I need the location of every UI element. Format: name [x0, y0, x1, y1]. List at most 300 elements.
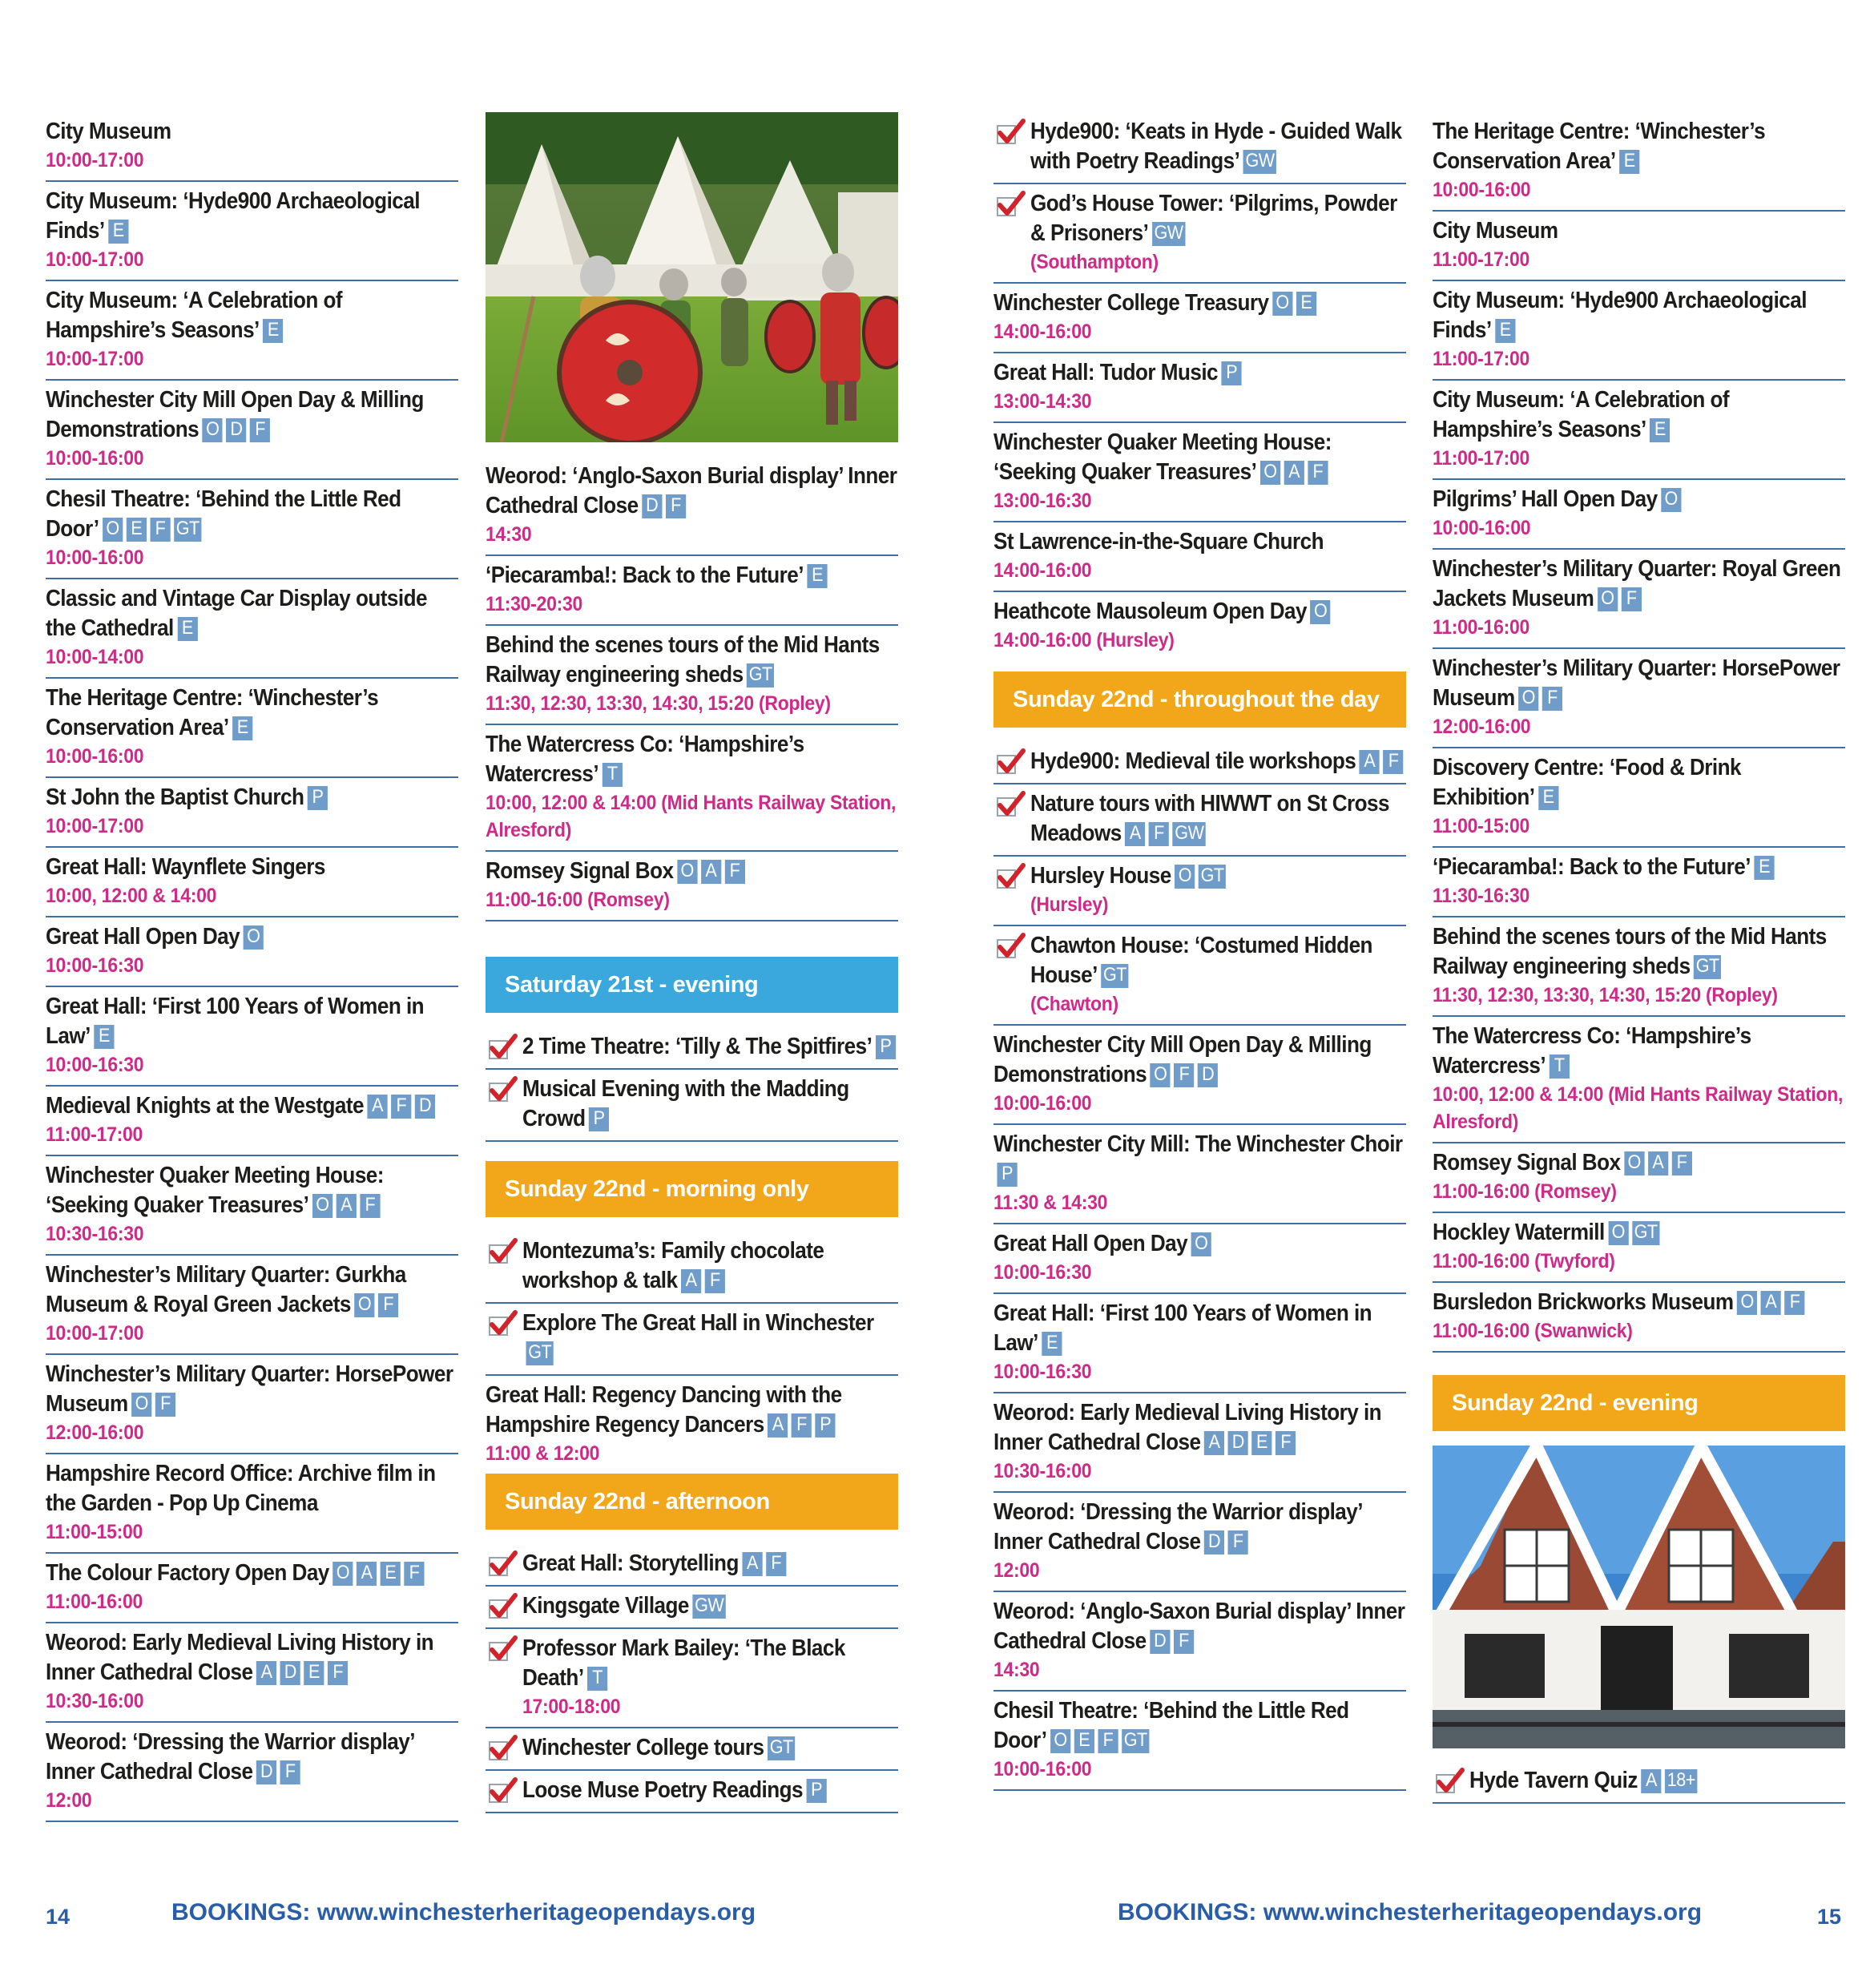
- event-title-text: Pilgrims’ Hall Open Day: [1433, 486, 1658, 512]
- event-title-text: Discovery Centre: ‘Food & Drink Exhibition’: [1433, 755, 1742, 810]
- event-title: [46, 922, 457, 952]
- event-time: 11:00-16:00 (Twyford): [1433, 1250, 1615, 1272]
- access-code-badge: T: [587, 1667, 607, 1691]
- events-list: [486, 457, 898, 921]
- page-number-left: 14: [46, 1905, 71, 1929]
- event-title-text: Hyde Tavern Quiz: [1469, 1768, 1638, 1793]
- event-time: 13:00-16:30: [993, 490, 1092, 512]
- event-time: 11:00-17:00: [1433, 248, 1530, 271]
- access-code-badge: A: [1284, 461, 1304, 485]
- event-title: [993, 428, 1405, 487]
- event-title-text: Great Hall: ‘First 100 Years of Women in Law’: [46, 994, 425, 1049]
- event-entry: [46, 1554, 458, 1623]
- event-entry: [993, 1592, 1406, 1692]
- access-code-badge: P: [816, 1413, 836, 1438]
- event-title: [486, 631, 897, 690]
- access-code-badge: A: [357, 1562, 377, 1586]
- section-header-sunday-afternoon: Sunday 22nd - afternoon: [486, 1474, 898, 1530]
- access-code-badge: D: [256, 1760, 276, 1784]
- access-code-badge: F: [705, 1269, 725, 1293]
- event-title: [1433, 753, 1844, 813]
- event-title-text: The Watercress Co: ‘Hampshire’s Watercress’: [486, 732, 804, 787]
- access-code-badge: A: [681, 1269, 701, 1293]
- event-entry: [486, 457, 898, 556]
- access-code-badge: GT: [174, 518, 201, 542]
- event-title: [46, 187, 457, 246]
- event-time: 11:00-17:00: [1433, 348, 1530, 370]
- event-time: 10:00-17:00: [46, 348, 144, 370]
- events-column-1: [46, 112, 458, 1822]
- access-code-badge: GW: [1152, 222, 1186, 246]
- event-title-text: Great Hall: Tudor Music: [993, 360, 1219, 385]
- access-code-badge: F: [666, 494, 686, 518]
- event-time: 14:00-16:00: [993, 559, 1092, 582]
- event-entry: [46, 1723, 458, 1822]
- event-time: 11:30 & 14:30: [993, 1192, 1108, 1214]
- event-title-text: Weorod: ‘Anglo-Saxon Burial display’ Inner Cathedral Close: [993, 1599, 1405, 1654]
- access-code-badge: E: [304, 1661, 324, 1685]
- event-entry: [1433, 112, 1845, 212]
- access-code-badge: D: [1204, 1530, 1224, 1555]
- access-code-badge: F: [1174, 1630, 1194, 1654]
- access-code-badge: A: [256, 1661, 276, 1685]
- event-title: [993, 1597, 1405, 1656]
- event-title: [522, 1309, 898, 1368]
- event-title: [1433, 485, 1844, 514]
- event-entry: [486, 1027, 898, 1070]
- event-time: 10:00, 12:00 & 14:00: [46, 885, 217, 907]
- access-code-badge: GT: [1101, 964, 1128, 988]
- access-code-badge: E: [1042, 1332, 1062, 1356]
- access-code-badge: O: [1624, 1151, 1644, 1175]
- event-title-text: Classic and Vintage Car Display outside the Cathedral: [46, 586, 427, 641]
- access-code-badge: A: [1648, 1151, 1668, 1175]
- access-code-badge: O: [1151, 1063, 1171, 1087]
- access-code-badge: A: [1204, 1431, 1224, 1455]
- event-title-text: Weorod: ‘Anglo-Saxon Burial display’ Inner Cathedral Close: [486, 463, 897, 518]
- event-entry: [46, 848, 458, 917]
- event-time: 10:00-16:00: [46, 447, 144, 470]
- access-code-badge: E: [1251, 1431, 1271, 1455]
- access-code-badge: GW: [1173, 822, 1207, 846]
- event-entry: [1433, 917, 1845, 1017]
- access-code-badge: E: [807, 564, 827, 588]
- access-code-badge: O: [1175, 865, 1195, 889]
- access-code-badge: A: [1641, 1769, 1661, 1793]
- event-title-text: City Museum: ‘Hyde900 Archaeological Finds’: [46, 188, 420, 244]
- event-title: [46, 117, 457, 147]
- event-time: 10:00-16:30: [46, 954, 144, 977]
- event-entry: [46, 1087, 458, 1156]
- event-title: [486, 561, 897, 591]
- event-time: 11:00-17:00: [46, 1123, 143, 1146]
- event-entry: [1433, 649, 1845, 748]
- access-code-badge: D: [1228, 1431, 1248, 1455]
- event-time: 10:00-17:00: [46, 248, 144, 271]
- section-header-sunday-throughout: Sunday 22nd - throughout the day: [993, 671, 1406, 728]
- access-code-badge: O: [677, 860, 697, 884]
- event-title: [522, 1733, 898, 1763]
- page-number-right: 15: [1817, 1905, 1842, 1929]
- event-title-text: Winchester’s Military Quarter: HorsePower Museum: [1433, 655, 1840, 711]
- event-entry: [486, 1771, 898, 1813]
- event-time: 10:00-16:30: [993, 1261, 1092, 1284]
- event-title-text: Heathcote Mausoleum Open Day: [993, 599, 1307, 624]
- event-time: 10:00-17:00: [46, 1322, 144, 1345]
- event-title-text: The Heritage Centre: ‘Winchester’s Conservation Area’: [46, 685, 379, 740]
- event-title-text: City Museum: [46, 119, 171, 144]
- event-entry: [486, 852, 898, 921]
- event-time: 11:00-16:00: [1433, 616, 1530, 639]
- event-entry: [993, 926, 1406, 1026]
- event-entry: [46, 778, 458, 848]
- access-code-badge: F: [1149, 822, 1169, 846]
- event-entry: [1433, 848, 1845, 917]
- event-time: 11:30, 12:30, 13:30, 14:30, 15:20 (Ropley): [486, 692, 831, 715]
- access-code-badge: E: [1650, 418, 1670, 442]
- event-entry: [46, 381, 458, 480]
- event-time: 11:30-16:30: [1433, 885, 1530, 907]
- event-entry: [46, 1355, 458, 1454]
- event-entry: [46, 579, 458, 679]
- event-title: [46, 1161, 457, 1220]
- event-title-text: God’s House Tower: ‘Pilgrims, Powder & Prisoners’: [1030, 191, 1397, 246]
- event-entry: [46, 112, 458, 182]
- event-title: [1433, 216, 1844, 246]
- event-time: 14:00-16:00: [993, 321, 1092, 343]
- event-time: 12:00-16:00: [46, 1421, 144, 1444]
- event-entry: [993, 1026, 1406, 1125]
- event-time: 10:00-16:00: [46, 546, 144, 569]
- event-entry: [486, 1629, 898, 1728]
- event-entry: [46, 917, 458, 987]
- access-code-badge: E: [1074, 1729, 1094, 1753]
- event-time: 10:00-16:30: [46, 1054, 144, 1076]
- access-code-badge: O: [203, 418, 223, 442]
- access-code-badge: F: [328, 1661, 348, 1685]
- access-code-badge: E: [127, 518, 147, 542]
- access-code-badge: O: [1598, 587, 1618, 611]
- access-code-badge: F: [1308, 461, 1328, 485]
- event-entry: [1433, 1283, 1845, 1353]
- event-time: 11:00 & 12:00: [486, 1442, 600, 1465]
- access-code-badge: O: [103, 518, 123, 542]
- checkbox-tick-icon: [1436, 1768, 1463, 1795]
- bookings-link[interactable]: www.winchesterheritageopendays.org: [316, 1899, 756, 1925]
- event-time: 11:00-17:00: [1433, 447, 1530, 470]
- access-code-badge: A: [742, 1552, 762, 1576]
- events-list: [1433, 1761, 1845, 1804]
- event-title-text: City Museum: [1433, 218, 1558, 244]
- access-code-badge: A: [1125, 822, 1145, 846]
- event-title-text: Great Hall: Storytelling: [522, 1550, 739, 1576]
- hyde-tavern-photo: [1433, 1446, 1845, 1748]
- event-time: 10:00-17:00: [46, 815, 144, 837]
- access-code-badge: A: [1761, 1291, 1781, 1315]
- event-title-text: 2 Time Theatre: ‘Tilly & The Spitfires’: [522, 1034, 873, 1059]
- access-code-badge: D: [642, 494, 662, 518]
- event-entry: [1433, 281, 1845, 381]
- access-code-badge: F: [391, 1095, 411, 1119]
- event-title-text: City Museum: ‘A Celebration of Hampshire’s Seasons’: [46, 288, 343, 343]
- event-title-text: Great Hall: Waynflete Singers: [46, 854, 325, 880]
- event-title-text: Romsey Signal Box: [486, 858, 674, 884]
- event-title-text: Winchester City Mill: The Winchester Choir: [993, 1131, 1403, 1157]
- events-list: [486, 1027, 898, 1142]
- access-code-badge: E: [263, 319, 283, 343]
- access-code-badge: GW: [1243, 150, 1277, 174]
- event-title-text: Romsey Signal Box: [1433, 1150, 1621, 1175]
- access-code-badge: A: [768, 1413, 788, 1438]
- checkbox-tick-icon: [997, 863, 1024, 890]
- event-time: 10:00, 12:00 & 14:00 (Mid Hants Railway Station, Alresford): [1433, 1083, 1844, 1133]
- checkbox-tick-icon: [489, 1076, 516, 1103]
- access-code-badge: A: [337, 1194, 357, 1218]
- event-title: [1433, 922, 1844, 982]
- access-code-badge: P: [1222, 361, 1242, 385]
- access-code-badge: E: [1619, 150, 1639, 174]
- event-time: 10:00-16:30: [993, 1361, 1092, 1383]
- event-title-text: The Heritage Centre: ‘Winchester’s Conservation Area’: [1433, 119, 1766, 174]
- event-title-text: Great Hall: ‘First 100 Years of Women in Law’: [993, 1300, 1372, 1356]
- access-code-badge: P: [997, 1163, 1018, 1187]
- access-code-badge: D: [280, 1661, 300, 1685]
- event-entry: [1433, 212, 1845, 281]
- event-title: [522, 1236, 898, 1296]
- access-code-badge: T: [603, 763, 623, 787]
- event-entry: [486, 1587, 898, 1629]
- event-time: 14:30: [993, 1659, 1040, 1681]
- event-title: [46, 853, 457, 882]
- event-title-text: City Museum: ‘A Celebration of Hampshire’s Seasons’: [1433, 387, 1730, 442]
- event-time: 14:30: [486, 523, 532, 546]
- event-title: [993, 1498, 1405, 1557]
- access-code-badge: F: [1784, 1291, 1804, 1315]
- event-title-text: Winchester College tours: [522, 1735, 764, 1760]
- checkbox-tick-icon: [489, 1735, 516, 1762]
- section-header-saturday-evening: Saturday 21st - evening: [486, 957, 898, 1013]
- access-code-badge: F: [1671, 1151, 1691, 1175]
- event-title: [46, 992, 457, 1051]
- bookings-link[interactable]: www.winchesterheritageopendays.org: [1263, 1899, 1703, 1925]
- checkbox-tick-icon: [489, 1593, 516, 1620]
- event-time: (Southampton): [1030, 251, 1159, 273]
- event-title-text: Explore The Great Hall in Winchester: [522, 1310, 874, 1336]
- event-entry: [993, 742, 1406, 784]
- checkbox-tick-icon: [489, 1238, 516, 1265]
- event-title: [1030, 189, 1406, 248]
- event-time: 11:00-16:00 (Romsey): [1433, 1180, 1617, 1203]
- access-code-badge: O: [1272, 292, 1292, 316]
- event-time: 10:00-16:00: [993, 1758, 1092, 1780]
- event-entry: [993, 784, 1406, 857]
- event-title: [1433, 117, 1844, 176]
- event-entry: [993, 284, 1406, 353]
- event-time: 10:00-17:00: [46, 149, 144, 171]
- checkbox-tick-icon: [997, 748, 1024, 776]
- access-code-badge: E: [381, 1562, 401, 1586]
- event-time: 10:30-16:30: [46, 1223, 144, 1245]
- event-title-text: Weorod: Early Medieval Living History in Inner Cathedral Close: [46, 1630, 434, 1685]
- event-entry: [486, 725, 898, 852]
- event-title: [522, 1075, 898, 1134]
- event-title: [486, 857, 897, 886]
- access-code-badge: F: [378, 1293, 398, 1317]
- bookings-label: BOOKINGS:: [1118, 1899, 1257, 1925]
- event-title: [46, 286, 457, 345]
- event-time: 10:00-16:00: [46, 745, 144, 768]
- event-title-text: City Museum: ‘Hyde900 Archaeological Finds’: [1433, 288, 1807, 343]
- event-entry: [993, 1493, 1406, 1592]
- event-title-text: Great Hall Open Day: [993, 1231, 1188, 1256]
- access-code-badge: E: [177, 617, 197, 641]
- event-title: [522, 1549, 898, 1579]
- access-code-badge: O: [354, 1293, 374, 1317]
- access-code-badge: O: [312, 1194, 332, 1218]
- event-title: [46, 385, 457, 445]
- event-entry: [46, 1454, 458, 1554]
- access-code-badge: E: [1754, 856, 1774, 880]
- event-entry: [46, 281, 458, 381]
- event-title: [46, 783, 457, 813]
- events-column-3: [993, 112, 1406, 1791]
- access-code-badge: E: [1538, 786, 1558, 810]
- event-title-text: Winchester Quaker Meeting House: ‘Seeking Quaker Treasures’: [46, 1163, 384, 1218]
- event-title-text: Weorod: ‘Dressing the Warrior display’ Inner Cathedral Close: [46, 1729, 414, 1784]
- event-title: [993, 1696, 1405, 1756]
- access-code-badge: A: [368, 1095, 388, 1119]
- events-column-2: [486, 112, 898, 1813]
- event-title-text: Chesil Theatre: ‘Behind the Little Red Door’: [993, 1698, 1349, 1753]
- event-title: [1469, 1766, 1845, 1796]
- event-title-text: Chesil Theatre: ‘Behind the Little Red Door’: [46, 486, 401, 542]
- event-title-text: Behind the scenes tours of the Mid Hants Railway engineering sheds: [1433, 924, 1827, 979]
- checkbox-tick-icon: [997, 191, 1024, 218]
- event-title: [993, 288, 1405, 318]
- event-title-text: Nature tours with HIWWT on St Cross Meadows: [1030, 791, 1390, 846]
- access-code-badge: O: [332, 1562, 353, 1586]
- event-title: [46, 485, 457, 544]
- access-code-badge: O: [1608, 1221, 1628, 1245]
- checkbox-tick-icon: [489, 1635, 516, 1663]
- access-code-badge: F: [766, 1552, 786, 1576]
- event-title-text: St John the Baptist Church: [46, 784, 304, 810]
- access-code-badge: GT: [1122, 1729, 1149, 1753]
- event-entry: [1433, 1143, 1845, 1213]
- event-title: [993, 1030, 1405, 1090]
- events-list: [486, 1544, 898, 1813]
- access-code-badge: P: [807, 1779, 827, 1803]
- bookings-footer-left: [171, 1899, 756, 1926]
- event-title: [1030, 747, 1406, 776]
- event-title-text: Loose Muse Poetry Readings: [522, 1777, 804, 1803]
- events-list: [993, 742, 1406, 1791]
- event-title: [993, 1299, 1405, 1358]
- event-title-text: The Watercress Co: ‘Hampshire’s Watercress’: [1433, 1023, 1751, 1079]
- access-code-badge: P: [589, 1107, 609, 1131]
- event-title: [486, 1381, 897, 1440]
- access-code-badge: 18+: [1665, 1769, 1697, 1793]
- event-time: 11:00-16:00 (Romsey): [486, 889, 670, 911]
- access-code-badge: E: [94, 1025, 114, 1049]
- event-title: [993, 527, 1405, 557]
- event-title-text: Hampshire Record Office: Archive film in the Garden - Pop Up Cinema: [46, 1461, 436, 1516]
- event-title-text: Great Hall Open Day: [46, 924, 240, 950]
- event-entry: [993, 1294, 1406, 1393]
- event-title-text: Winchester City Mill Open Day & Milling Demonstrations: [993, 1032, 1372, 1087]
- event-title-text: Hockley Watermill: [1433, 1220, 1605, 1245]
- event-time: 11:00-16:00: [46, 1591, 143, 1613]
- event-title: [46, 684, 457, 743]
- access-code-badge: F: [724, 860, 744, 884]
- event-title-text: The Colour Factory Open Day: [46, 1560, 329, 1586]
- event-entry: [993, 592, 1406, 660]
- access-code-badge: GT: [1199, 865, 1226, 889]
- access-code-badge: F: [1098, 1729, 1118, 1753]
- bookings-footer-right: [1118, 1899, 1702, 1926]
- event-title-text: Kingsgate Village: [522, 1593, 689, 1619]
- event-title: [46, 1091, 457, 1121]
- event-title: [993, 597, 1405, 627]
- event-entry: [993, 522, 1406, 592]
- checkbox-tick-icon: [997, 933, 1024, 960]
- event-title-text: Hyde900: ‘Keats in Hyde - Guided Walk with Poetry Readings’: [1030, 119, 1402, 174]
- event-title-text: St Lawrence-in-the-Square Church: [993, 529, 1324, 554]
- event-entry: [1433, 381, 1845, 480]
- event-time: 10:30-16:00: [993, 1460, 1092, 1482]
- event-title-text: Chawton House: ‘Costumed Hidden House’: [1030, 933, 1372, 988]
- event-title: [46, 584, 457, 643]
- event-title: [1030, 789, 1406, 849]
- access-code-badge: E: [232, 716, 252, 740]
- access-code-badge: D: [226, 418, 246, 442]
- event-entry: [46, 182, 458, 281]
- event-title: [486, 462, 897, 521]
- event-title: [1433, 1288, 1844, 1317]
- event-time: 10:00-16:00: [1433, 517, 1531, 539]
- event-entry: [486, 556, 898, 626]
- event-title-text: ‘Piecaramba!: Back to the Future’: [486, 563, 804, 588]
- event-entry: [486, 626, 898, 725]
- event-title-text: Hyde900: Medieval tile workshops: [1030, 748, 1356, 774]
- event-title: [993, 1229, 1405, 1259]
- event-time: 11:30-20:30: [486, 593, 583, 615]
- event-title: [522, 1591, 898, 1621]
- event-title: [993, 1130, 1405, 1189]
- checkbox-tick-icon: [489, 1777, 516, 1805]
- access-code-badge: F: [280, 1760, 300, 1784]
- event-title: [46, 1559, 457, 1588]
- event-entry: [1433, 1761, 1845, 1804]
- event-time: (Chawton): [1030, 993, 1118, 1015]
- access-code-badge: F: [404, 1562, 424, 1586]
- checkbox-tick-icon: [489, 1550, 516, 1578]
- event-title: [1433, 1022, 1844, 1081]
- access-code-badge: E: [1495, 319, 1515, 343]
- event-entry: [1433, 748, 1845, 848]
- section-header-sunday-morning: Sunday 22nd - morning only: [486, 1161, 898, 1217]
- event-entry: [993, 353, 1406, 423]
- event-time: 10:00-14:00: [46, 646, 144, 668]
- event-title: [46, 1459, 457, 1518]
- access-code-badge: O: [1310, 600, 1330, 624]
- event-title: [1433, 1218, 1844, 1248]
- events-column-4: [1433, 112, 1845, 1804]
- event-entry: [46, 987, 458, 1087]
- event-title-text: Great Hall: Regency Dancing with the Hampshire Regency Dancers: [486, 1382, 842, 1438]
- access-code-badge: O: [1518, 687, 1538, 711]
- event-entry: [486, 1728, 898, 1771]
